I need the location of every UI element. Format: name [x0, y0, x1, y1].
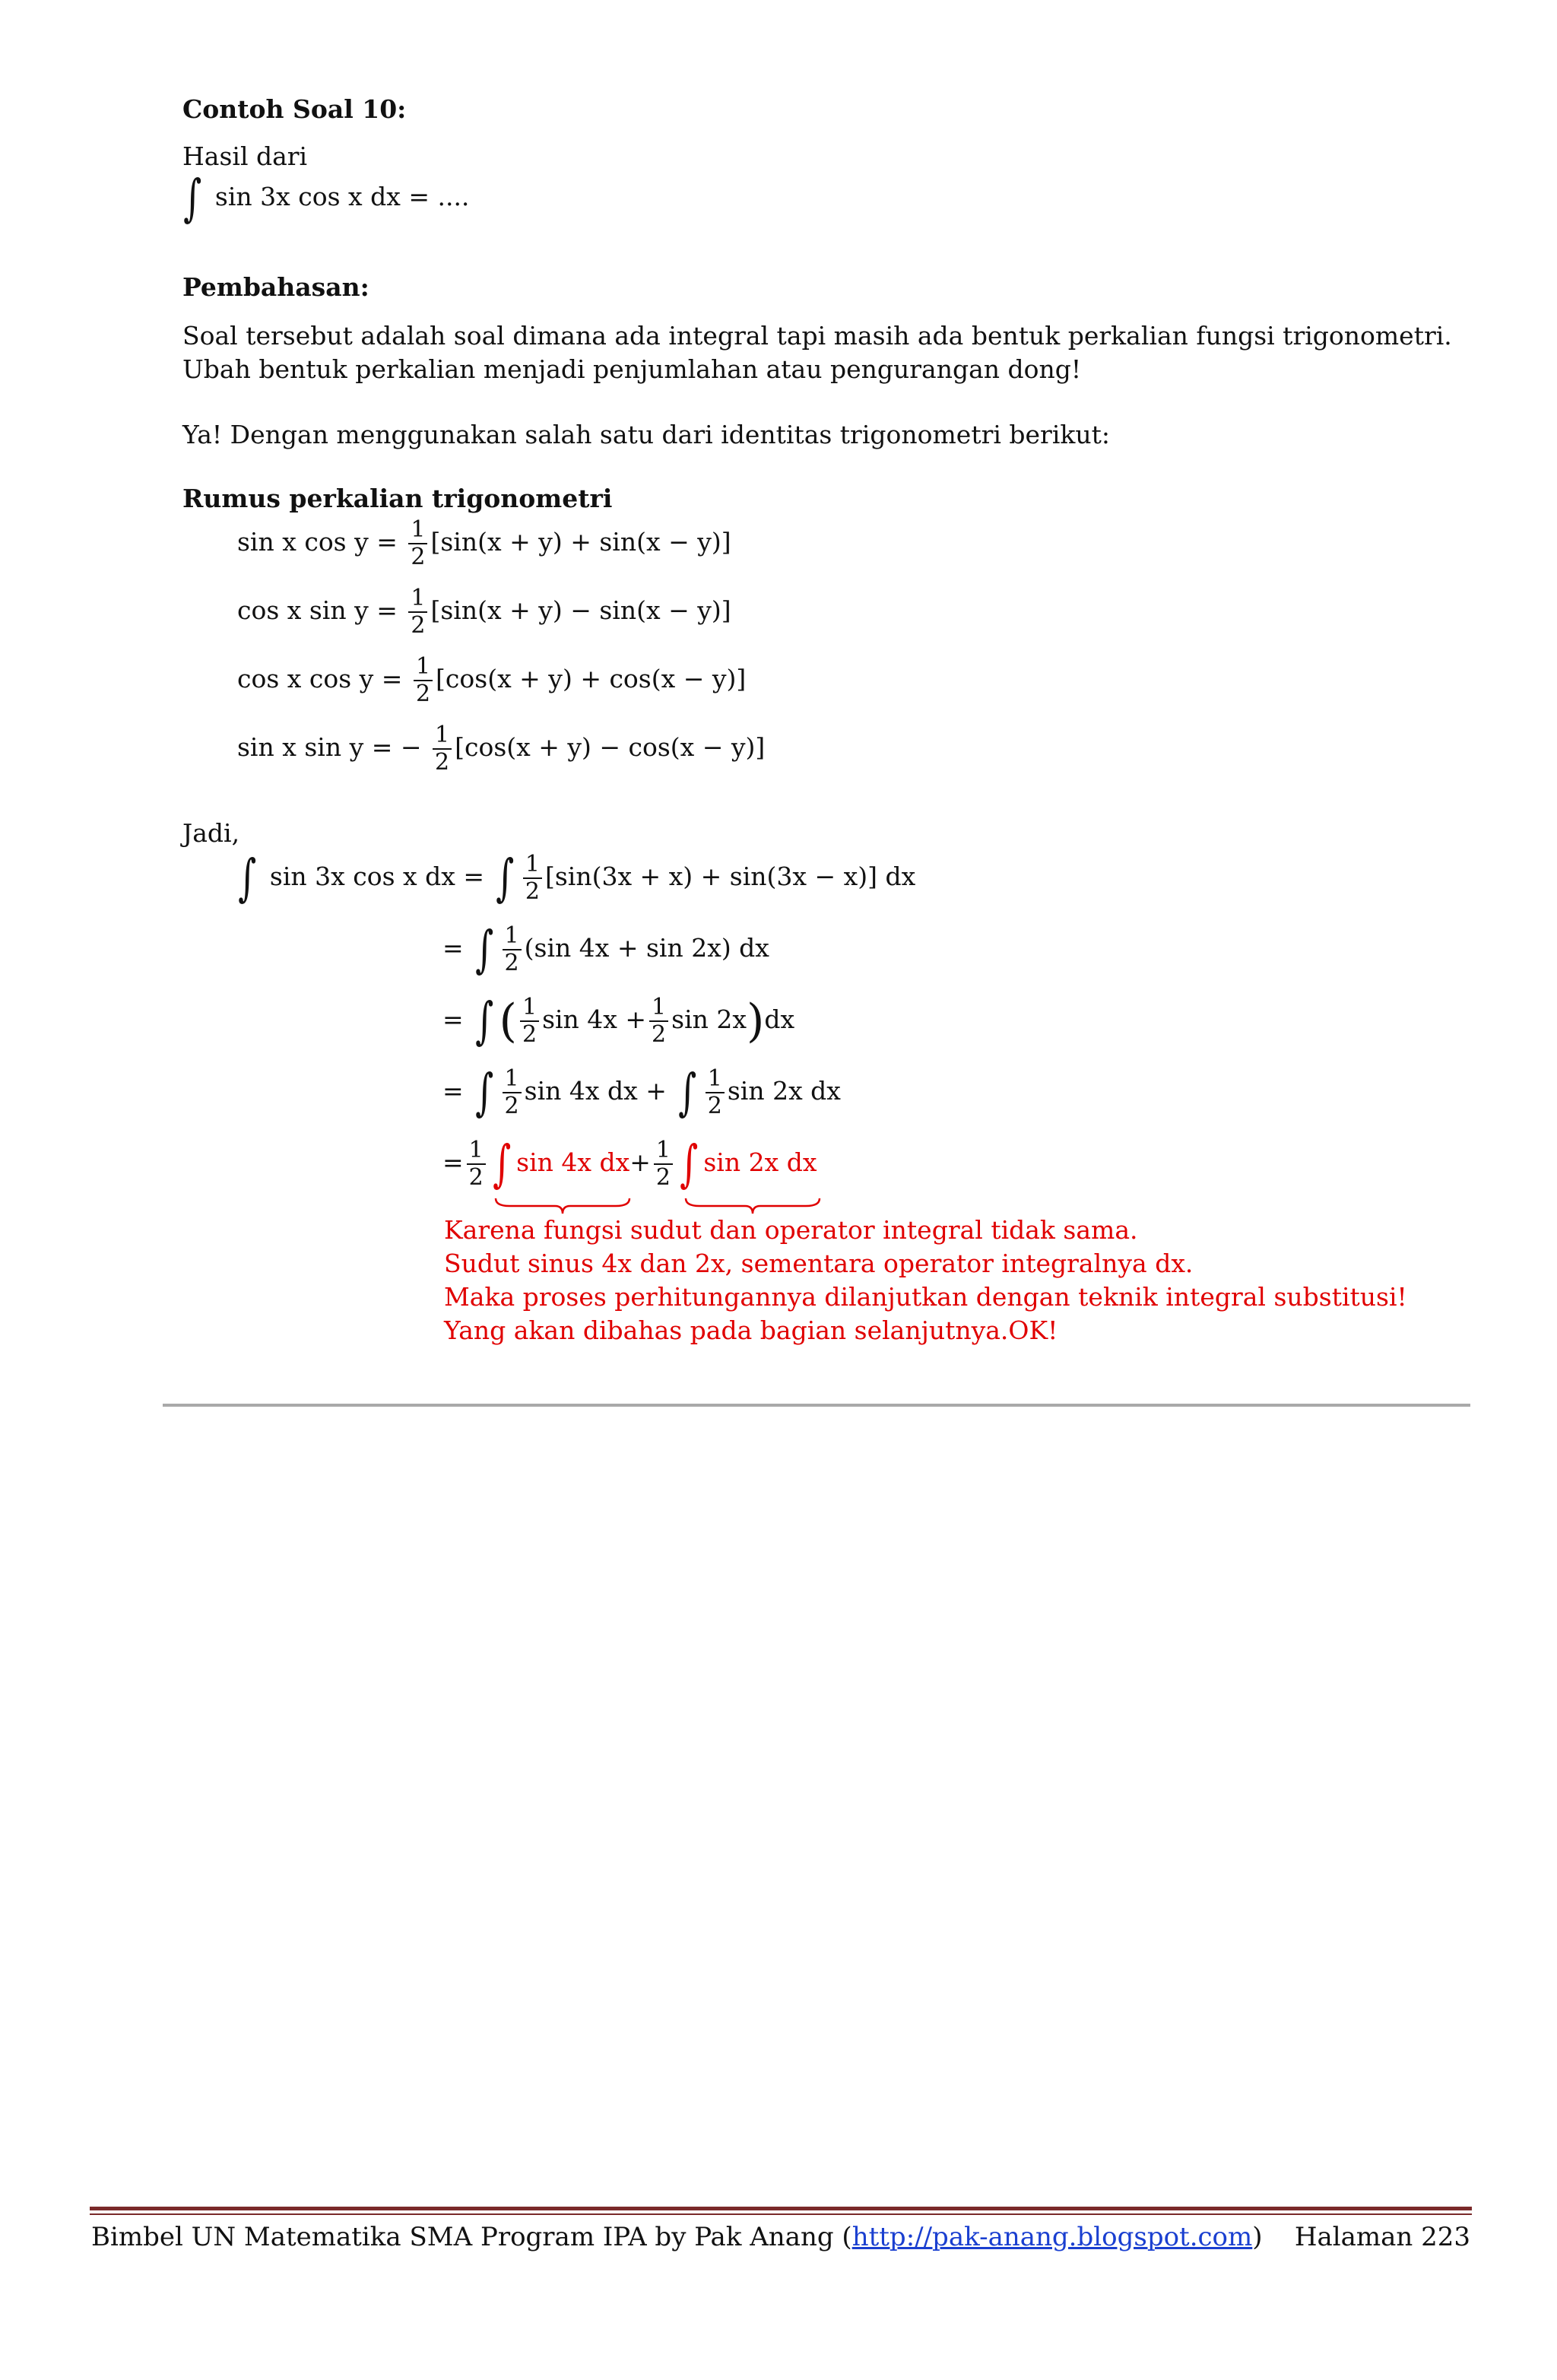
- equals-sign: =: [442, 1147, 464, 1177]
- equals-sign: =: [442, 1076, 464, 1106]
- formula-3-lhs: cos x cos y =: [237, 664, 403, 693]
- step-3-dx: dx: [764, 1004, 795, 1034]
- step-2-expr: (sin 4x + sin 2x) dx: [524, 933, 769, 963]
- fraction-den: 2: [504, 950, 519, 976]
- half-fraction: [520, 995, 539, 1048]
- fraction-den: 2: [411, 612, 426, 639]
- paragraph-2: Ya! Dengan menggunakan salah satu dari identitas trigonometri berikut:: [182, 420, 1111, 449]
- fraction-num: 1: [503, 923, 522, 950]
- formula-2-rhs: [sin(x + y) − sin(x − y)]: [430, 595, 731, 625]
- fraction-num: 1: [523, 852, 542, 879]
- question-intro: Hasil dari: [182, 141, 308, 171]
- jadi-label: Jadi,: [182, 818, 240, 848]
- integral-sign-icon: ∫: [238, 849, 257, 907]
- formula-3: [237, 654, 746, 707]
- half-fraction: [467, 1138, 486, 1191]
- fraction-den: 2: [435, 749, 450, 776]
- fraction-num: 1: [649, 995, 668, 1022]
- step-5-part-b: sin 2x dx: [703, 1147, 817, 1177]
- half-fraction: [433, 722, 452, 776]
- footer: [91, 2220, 1470, 2254]
- step-3-part-a: sin 4x +: [542, 1004, 647, 1034]
- fraction-den: 2: [707, 1093, 722, 1119]
- footer-text-end: ): [1252, 2222, 1263, 2252]
- right-paren: ): [746, 995, 765, 1048]
- step-2: [442, 920, 769, 979]
- fraction-num: 1: [408, 517, 427, 544]
- footer-rule-thin: [90, 2213, 1472, 2215]
- fraction-num: 1: [706, 1066, 725, 1093]
- equals-sign: =: [442, 1004, 464, 1034]
- footer-rule: [90, 2207, 1472, 2210]
- paragraph-1-line-2: Ubah bentuk perkalian menjadi penjumlahan atau pengurangan dong!: [182, 354, 1082, 384]
- fraction-num: 1: [408, 585, 427, 613]
- integral-sign-icon: ∫: [475, 1063, 494, 1122]
- half-fraction: [503, 1066, 522, 1119]
- step-4-part-b: sin 2x dx: [727, 1076, 841, 1106]
- half-fraction: [649, 995, 668, 1048]
- formula-2-lhs: cos x sin y =: [237, 595, 398, 625]
- footer-link[interactable]: http://pak-anang.blogspot.com: [851, 2222, 1253, 2252]
- fraction-den: 2: [411, 544, 426, 570]
- note-line-2: Sudut sinus 4x dan 2x, sementara operator integralnya dx.: [444, 1249, 1194, 1278]
- integral-sign-icon: ∫: [475, 992, 494, 1050]
- step-4-part-a: sin 4x dx +: [524, 1076, 667, 1106]
- step-3: [442, 992, 795, 1050]
- formula-1: [237, 517, 731, 570]
- underbrace-1-icon: [494, 1197, 631, 1217]
- fraction-den: 2: [652, 1021, 667, 1048]
- formula-4-rhs: [cos(x + y) − cos(x − y)]: [455, 732, 766, 762]
- footer-text: Bimbel UN Matematika SMA Program IPA by Pak Anang (: [91, 2222, 852, 2252]
- formula-2: [237, 585, 731, 639]
- fraction-den: 2: [415, 681, 431, 707]
- fraction-den: 2: [525, 878, 540, 905]
- step-5-part-a: sin 4x dx: [516, 1147, 630, 1177]
- fraction-num: 1: [414, 654, 433, 681]
- step-1: [234, 849, 916, 907]
- underbrace-2-icon: [684, 1197, 821, 1217]
- example-heading: Contoh Soal 10:: [182, 94, 407, 124]
- half-fraction: [408, 585, 427, 639]
- fraction-num: 1: [433, 722, 452, 750]
- integral-sign-icon: ∫: [496, 849, 515, 907]
- step-1-rhs: [sin(3x + x) + sin(3x − x)] dx: [544, 862, 916, 891]
- integral-sign-icon: ∫: [680, 1134, 699, 1193]
- fraction-num: 1: [654, 1138, 673, 1165]
- fraction-num: 1: [467, 1138, 486, 1165]
- formula-4: [237, 722, 765, 776]
- rumus-title: Rumus perkalian trigonometri: [182, 484, 613, 513]
- formula-1-rhs: [sin(x + y) + sin(x − y)]: [430, 527, 731, 557]
- integral-sign-icon: ∫: [183, 169, 202, 227]
- step-1-lhs: sin 3x cos x dx =: [269, 862, 484, 891]
- formula-3-rhs: [cos(x + y) + cos(x − y)]: [436, 664, 747, 693]
- half-fraction: [414, 654, 433, 707]
- integral-sign-icon: ∫: [678, 1063, 697, 1122]
- step-3-part-b: sin 2x: [671, 1004, 747, 1034]
- integral-sign-icon: ∫: [492, 1134, 511, 1193]
- note-line-4: Yang akan dibahas pada bagian selanjutnya.OK!: [444, 1315, 1058, 1345]
- paragraph-1-line-1: Soal tersebut adalah soal dimana ada integral tapi masih ada bentuk perkalian fungsi trigonometri.: [182, 321, 1452, 351]
- fraction-den: 2: [655, 1164, 671, 1191]
- half-fraction: [503, 923, 522, 976]
- formula-1-lhs: sin x cos y =: [237, 527, 398, 557]
- fraction-num: 1: [503, 1066, 522, 1093]
- plus-sign: +: [629, 1147, 651, 1177]
- page-number: Halaman 223: [1294, 2222, 1470, 2252]
- fraction-den: 2: [522, 1021, 537, 1048]
- formula-4-lhs: sin x sin y = −: [237, 732, 422, 762]
- note-line-3: Maka proses perhitungannya dilanjutkan dengan teknik integral substitusi!: [444, 1282, 1407, 1312]
- step-4: [442, 1063, 841, 1122]
- integral-sign-icon: ∫: [475, 920, 494, 979]
- left-paren: (: [499, 995, 517, 1048]
- fraction-den: 2: [468, 1164, 484, 1191]
- fraction-num: 1: [520, 995, 539, 1022]
- note-line-1: Karena fungsi sudut dan operator integral tidak sama.: [444, 1215, 1138, 1245]
- step-5: [442, 1134, 817, 1193]
- question-expression: [179, 169, 470, 227]
- pembahasan-heading: Pembahasan:: [182, 272, 369, 302]
- question-expr-text: sin 3x cos x dx = ....: [214, 182, 470, 211]
- section-divider: [163, 1404, 1470, 1407]
- half-fraction: [706, 1066, 725, 1119]
- half-fraction: [523, 852, 542, 905]
- half-fraction: [654, 1138, 673, 1191]
- equals-sign: =: [442, 933, 464, 963]
- fraction-den: 2: [504, 1093, 519, 1119]
- half-fraction: [408, 517, 427, 570]
